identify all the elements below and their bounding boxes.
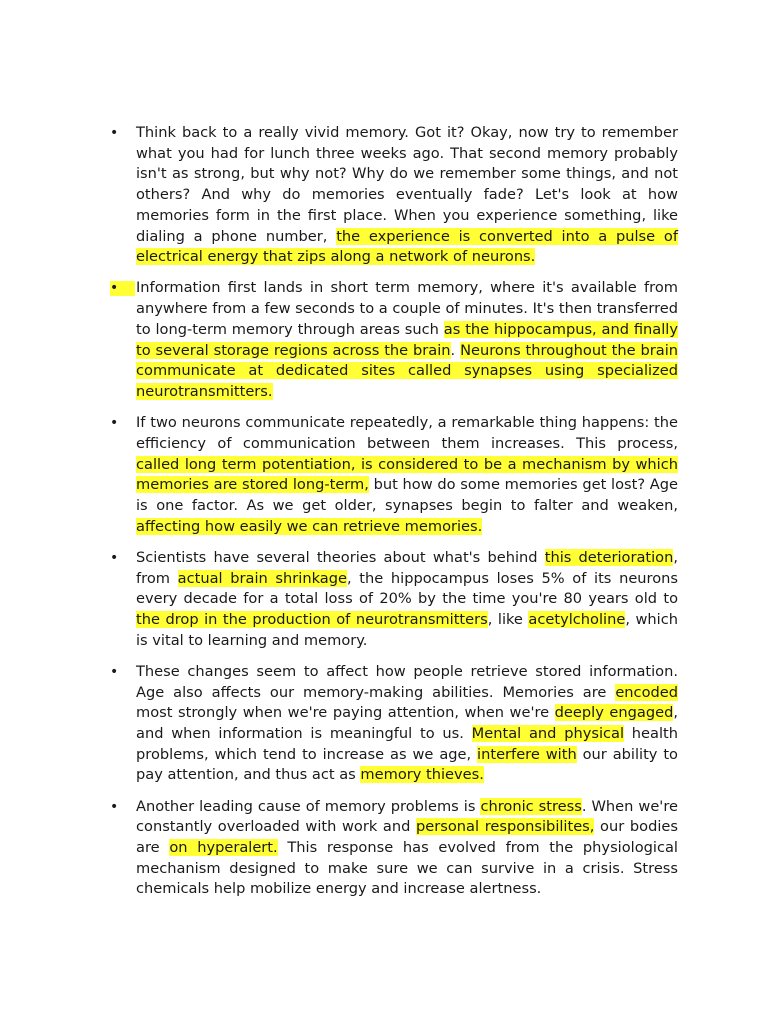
list-item bbox=[110, 123, 678, 268]
text-run: , and when information is meaningful to us. bbox=[136, 704, 678, 742]
highlighted-text: the experience is converted into a pulse of electrical energy that zips along a network of neurons. bbox=[136, 227, 678, 266]
text-run: , like bbox=[487, 610, 529, 628]
paragraph-text bbox=[136, 662, 678, 786]
paragraph-text bbox=[136, 278, 678, 402]
list-item bbox=[110, 278, 678, 402]
highlighted-text: interfere with bbox=[477, 745, 577, 763]
bullet-marker: • bbox=[110, 549, 119, 566]
paragraph-text bbox=[136, 413, 678, 537]
highlighted-text: memory thieves. bbox=[360, 766, 484, 784]
text-run: Think back to a really vivid memory. Got it? Okay, now try to remember what you had for lunch three weeks ago. That second memory probably isn't as strong, but why not? Why do we remember some things, and not others? And why do memories eventually fade? Let's look at how memories form in the first place. When you experience something, like dialing a phone number, bbox=[136, 124, 678, 245]
text-run: , which is vital to learning and memory. bbox=[136, 610, 678, 649]
bullet-marker: • bbox=[110, 125, 119, 141]
highlighted-text: Mental and physical bbox=[471, 724, 625, 742]
highlighted-text: acetylcholine bbox=[528, 610, 626, 628]
highlighted-text: this deterioration bbox=[544, 548, 674, 566]
highlighted-text: deeply engaged bbox=[554, 704, 674, 722]
list-item bbox=[110, 548, 678, 652]
text-run: Another leading cause of memory problems is bbox=[136, 797, 481, 815]
text-run: Scientists have several theories about what's behind bbox=[136, 548, 545, 566]
paragraph-text bbox=[136, 797, 678, 901]
highlighted-text: Neurons throughout the brain communicate at dedicated sites called synapses using specialized neurotransmitters. bbox=[136, 341, 678, 400]
highlighted-text: encoded bbox=[615, 683, 678, 701]
highlighted-text: personal responsibilites, bbox=[416, 818, 595, 836]
highlighted-text: the drop in the production of neurotransmitters bbox=[136, 610, 488, 628]
list-item bbox=[110, 797, 678, 901]
bullet-marker: • bbox=[110, 415, 119, 432]
bullet-marker: • bbox=[110, 663, 119, 680]
highlighted-text: chronic stress bbox=[480, 797, 582, 815]
paragraph-text bbox=[136, 123, 678, 268]
text-run: most strongly when we're paying attention, when we're bbox=[136, 704, 555, 722]
highlighted-text: actual brain shrinkage bbox=[177, 569, 347, 587]
bullet-marker: • bbox=[110, 798, 119, 815]
bullet-list bbox=[110, 123, 678, 911]
text-run: . bbox=[450, 341, 461, 359]
highlighted-text: as the hippocampus, and finally to several storage regions across the brain bbox=[136, 320, 678, 359]
list-item bbox=[110, 413, 678, 537]
highlighted-text: affecting how easily we can retrieve memories. bbox=[136, 517, 483, 535]
text-run: Information first lands in short term memory, where it's available from anywhere from a few seconds to a couple of minutes. It's then transferred to long-term memory through areas such bbox=[136, 279, 678, 338]
text-run: This response has evolved from the physiological mechanism designed to make sure we can survive in a crisis. Stress chemicals help mobilize energy and increase alertness. bbox=[136, 839, 678, 898]
paragraph-text bbox=[136, 548, 678, 652]
list-item bbox=[110, 662, 678, 786]
text-run: These changes seem to affect how people retrieve stored information. Age also affects our memory-making abilities. Memories are bbox=[136, 662, 678, 701]
text-run: If two neurons communicate repeatedly, a remarkable thing happens: the efficiency of communication between them increases. This process, bbox=[136, 414, 678, 452]
text-run: our ability to pay attention, and thus act as bbox=[136, 745, 678, 784]
highlighted-text: called long term potentiation, is considered to be a mechanism by which memories are stored long-term, bbox=[136, 455, 678, 494]
text-run: , the hippocampus loses 5% of its neurons every decade for a total loss of 20% by the time you're 80 years old to bbox=[136, 569, 679, 608]
text-run: our bodies are bbox=[136, 818, 678, 856]
bullet-marker: • bbox=[110, 281, 135, 296]
text-run: health problems, which tend to increase as we age, bbox=[136, 724, 678, 763]
text-run: , from bbox=[136, 548, 678, 587]
text-run: but how do some memories get lost? Age is one factor. As we get older, synapses begin to falter and weaken, bbox=[136, 476, 678, 514]
text-run: . When we're constantly overloaded with work and bbox=[136, 797, 678, 836]
highlighted-text: on hyperalert. bbox=[169, 839, 278, 856]
